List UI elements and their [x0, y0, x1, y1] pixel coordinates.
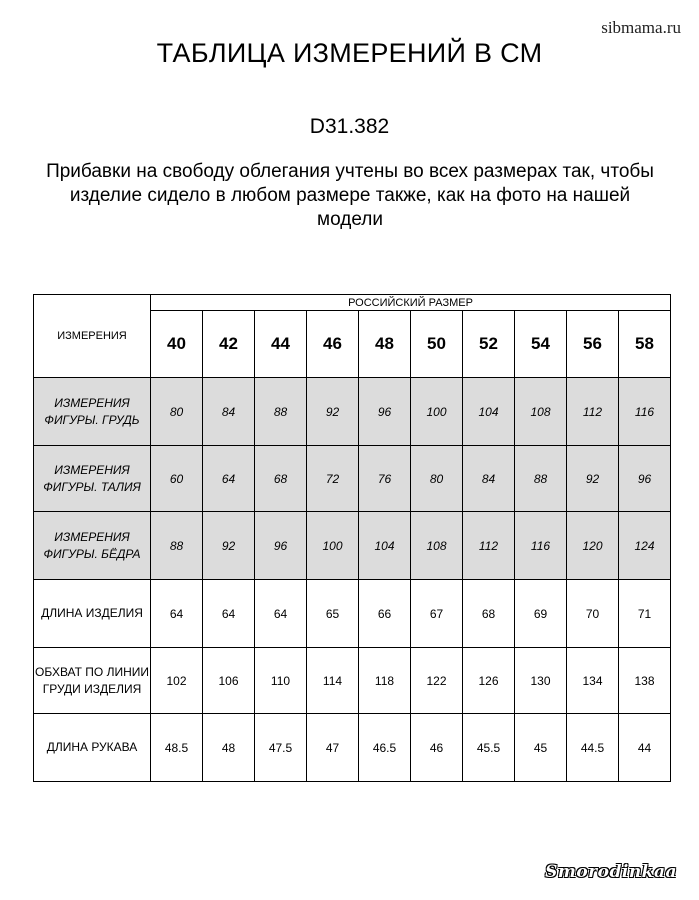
table-row [34, 378, 671, 446]
value-cell: 116 [619, 378, 671, 446]
value-cell: 114 [307, 648, 359, 714]
value-cell: 76 [359, 446, 411, 512]
value-cell: 96 [255, 512, 307, 580]
value-cell: 67 [411, 580, 463, 648]
value-cell: 68 [463, 580, 515, 648]
value-cell: 126 [463, 648, 515, 714]
value-cell: 124 [619, 512, 671, 580]
size-header-cell: 52 [463, 311, 515, 378]
row-label: ОБХВАТ ПО ЛИНИИ ГРУДИ ИЗДЕЛИЯ [34, 648, 151, 714]
value-cell: 46 [411, 714, 463, 782]
value-cell: 100 [307, 512, 359, 580]
value-cell: 112 [567, 378, 619, 446]
value-cell: 60 [151, 446, 203, 512]
table-row [34, 512, 671, 580]
value-cell: 65 [307, 580, 359, 648]
row-label: ДЛИНА РУКАВА [34, 714, 151, 782]
value-cell: 106 [203, 648, 255, 714]
value-cell: 104 [359, 512, 411, 580]
value-cell: 68 [255, 446, 307, 512]
value-cell: 64 [255, 580, 307, 648]
size-header-cell: 44 [255, 311, 307, 378]
row-label: ИЗМЕРЕНИЯ ФИГУРЫ. ГРУДЬ [34, 378, 151, 446]
table-body [34, 378, 671, 782]
measure-header: ИЗМЕРЕНИЯ [34, 295, 151, 378]
table-row [34, 648, 671, 714]
value-cell: 102 [151, 648, 203, 714]
value-cell: 88 [255, 378, 307, 446]
value-cell: 44 [619, 714, 671, 782]
value-cell: 108 [411, 512, 463, 580]
value-cell: 64 [203, 580, 255, 648]
value-cell: 46.5 [359, 714, 411, 782]
value-cell: 112 [463, 512, 515, 580]
value-cell: 88 [151, 512, 203, 580]
size-group-header: РОССИЙСКИЙ РАЗМЕР [151, 295, 671, 311]
value-cell: 96 [619, 446, 671, 512]
value-cell: 80 [411, 446, 463, 512]
model-code: D31.382 [309, 115, 390, 138]
value-cell: 100 [411, 378, 463, 446]
size-header-cell: 56 [567, 311, 619, 378]
value-cell: 104 [463, 378, 515, 446]
size-header-cell: 40 [151, 311, 203, 378]
value-cell: 96 [359, 378, 411, 446]
page-title: ТАБЛИЦА ИЗМЕРЕНИЙ В СМ [156, 38, 543, 68]
table-row [34, 446, 671, 512]
value-cell: 116 [515, 512, 567, 580]
value-cell: 45.5 [463, 714, 515, 782]
value-cell: 66 [359, 580, 411, 648]
size-header-cell: 54 [515, 311, 567, 378]
value-cell: 110 [255, 648, 307, 714]
value-cell: 69 [515, 580, 567, 648]
value-cell: 70 [567, 580, 619, 648]
value-cell: 47 [307, 714, 359, 782]
row-label: ДЛИНА ИЗДЕЛИЯ [34, 580, 151, 648]
size-header-cell: 58 [619, 311, 671, 378]
value-cell: 71 [619, 580, 671, 648]
value-cell: 64 [151, 580, 203, 648]
value-cell: 84 [203, 378, 255, 446]
value-cell: 47.5 [255, 714, 307, 782]
value-cell: 48.5 [151, 714, 203, 782]
author-signature: Smorodinkaa [545, 862, 677, 882]
size-header-cell: 48 [359, 311, 411, 378]
value-cell: 92 [307, 378, 359, 446]
value-cell: 134 [567, 648, 619, 714]
table-row [34, 714, 671, 782]
value-cell: 72 [307, 446, 359, 512]
value-cell: 84 [463, 446, 515, 512]
value-cell: 80 [151, 378, 203, 446]
value-cell: 64 [203, 446, 255, 512]
row-label: ИЗМЕРЕНИЯ ФИГУРЫ. БЁДРА [34, 512, 151, 580]
size-table [33, 294, 671, 782]
value-cell: 88 [515, 446, 567, 512]
value-cell: 92 [203, 512, 255, 580]
site-watermark: sibmama.ru [601, 18, 681, 37]
value-cell: 44.5 [567, 714, 619, 782]
size-header-cell: 50 [411, 311, 463, 378]
value-cell: 120 [567, 512, 619, 580]
row-label: ИЗМЕРЕНИЯ ФИГУРЫ. ТАЛИЯ [34, 446, 151, 512]
size-header-cell: 42 [203, 311, 255, 378]
value-cell: 45 [515, 714, 567, 782]
value-cell: 130 [515, 648, 567, 714]
value-cell: 118 [359, 648, 411, 714]
value-cell: 122 [411, 648, 463, 714]
value-cell: 92 [567, 446, 619, 512]
value-cell: 48 [203, 714, 255, 782]
fit-note: Прибавки на свободу облегания учтены во всех размерах так, чтобы изделие сидело в любом размере также, как на фото на нашей модели [46, 161, 654, 230]
size-header-cell: 46 [307, 311, 359, 378]
value-cell: 108 [515, 378, 567, 446]
table-row [34, 580, 671, 648]
value-cell: 138 [619, 648, 671, 714]
